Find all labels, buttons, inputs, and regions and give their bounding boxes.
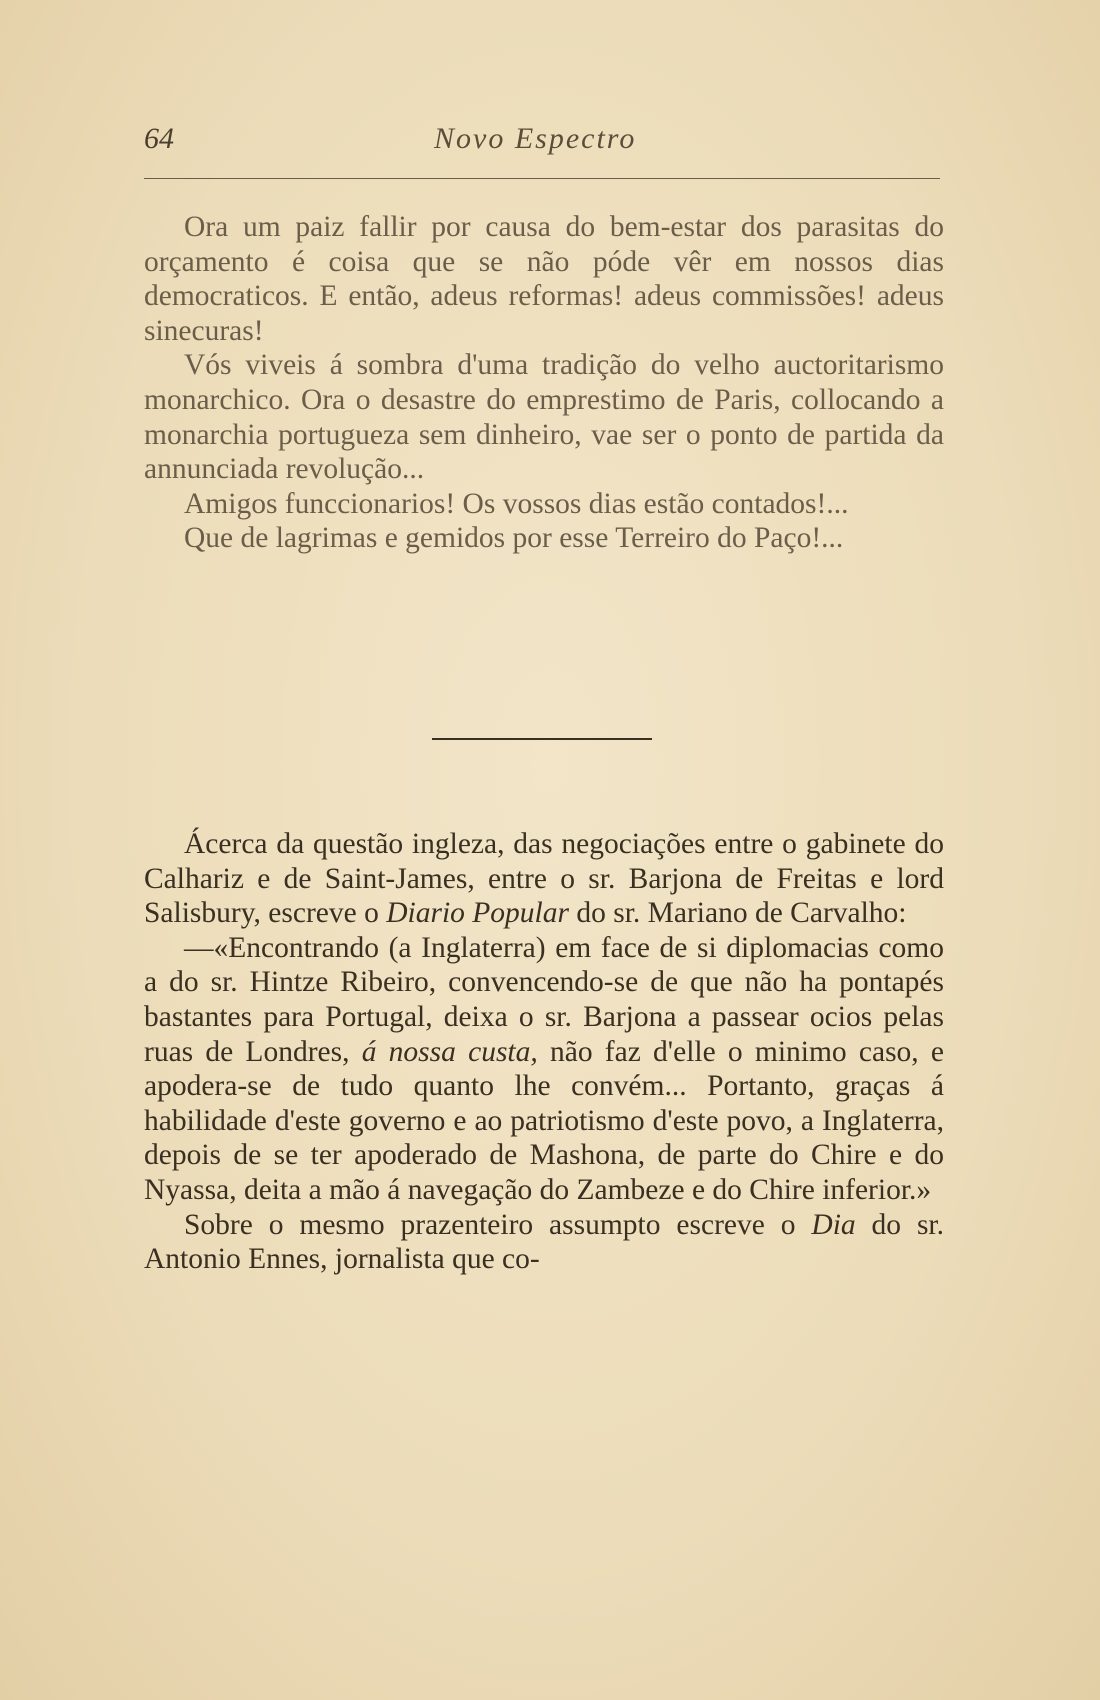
newspaper-title: Diario Popular [386, 897, 569, 930]
paragraph-text: do sr. Antonio Ennes, jornalista que co- [144, 1208, 944, 1276]
paragraph [144, 827, 944, 931]
page-header [144, 122, 944, 162]
running-title: Novo Espectro [434, 122, 637, 155]
header-rule [144, 178, 940, 179]
newspaper-title: Dia [811, 1208, 856, 1241]
paragraph-text: Ácerca da questão ingleza, das negociações entre o gabinete do Calhariz e de Saint-James, entre o sr. Barjona de Freitas e lord Salisbury, escreve o [144, 828, 944, 930]
paragraph-text: —«Encontrando (a Inglaterra) em face de si diplomacias como a do sr. Hintze Ribeiro, convencendo-se de que não ha pontapés bastantes para Portugal, deixa o sr. Barjona a passear ocios pelas ruas de Londres, [144, 931, 944, 1068]
text-section-1 [144, 210, 944, 556]
paragraph-text: do sr. Mariano de Carvalho: [568, 897, 907, 930]
paragraph-text: Sobre o mesmo prazenteiro assumpto escreve o [184, 1208, 812, 1241]
paragraph: Vós viveis á sombra d'uma tradição do velho auctoritarismo monarchico. Ora o desastre do emprestimo de Paris, collocando a monarchia portugueza sem dinheiro, vae ser o ponto de partida da annunciada revolução... [144, 349, 944, 486]
italic-phrase: á nossa custa, [361, 1035, 538, 1068]
quotation-paragraph [144, 931, 944, 1208]
paragraph: Amigos funccionarios! Os vossos dias estão contados!... [184, 487, 849, 520]
paragraph: Ora um paiz fallir por causa do bem-estar dos parasitas do orçamento é coisa que se não póde vêr em nossos dias democraticos. E então, adeus reformas! adeus commissões! adeus sinecuras! [144, 211, 944, 347]
paragraph [144, 1208, 944, 1277]
paragraph: Que de lagrimas e gemidos por esse Terreiro do Paço!... [184, 522, 844, 555]
paragraph-text: não faz d'elle o minimo caso, e apodera-se de tudo quanto lhe convém... Portanto, graças á habilidade d'este governo e ao patriotismo d'este povo, a Inglaterra, depois de se ter apoderado de Mashona, de parte do Chire e do Nyassa, deita a mão á navegação do Zambeze e do Chire inferior.» [144, 1035, 944, 1206]
section-divider [432, 738, 652, 740]
page-number: 64 [144, 122, 174, 155]
text-section-2 [144, 827, 944, 1277]
